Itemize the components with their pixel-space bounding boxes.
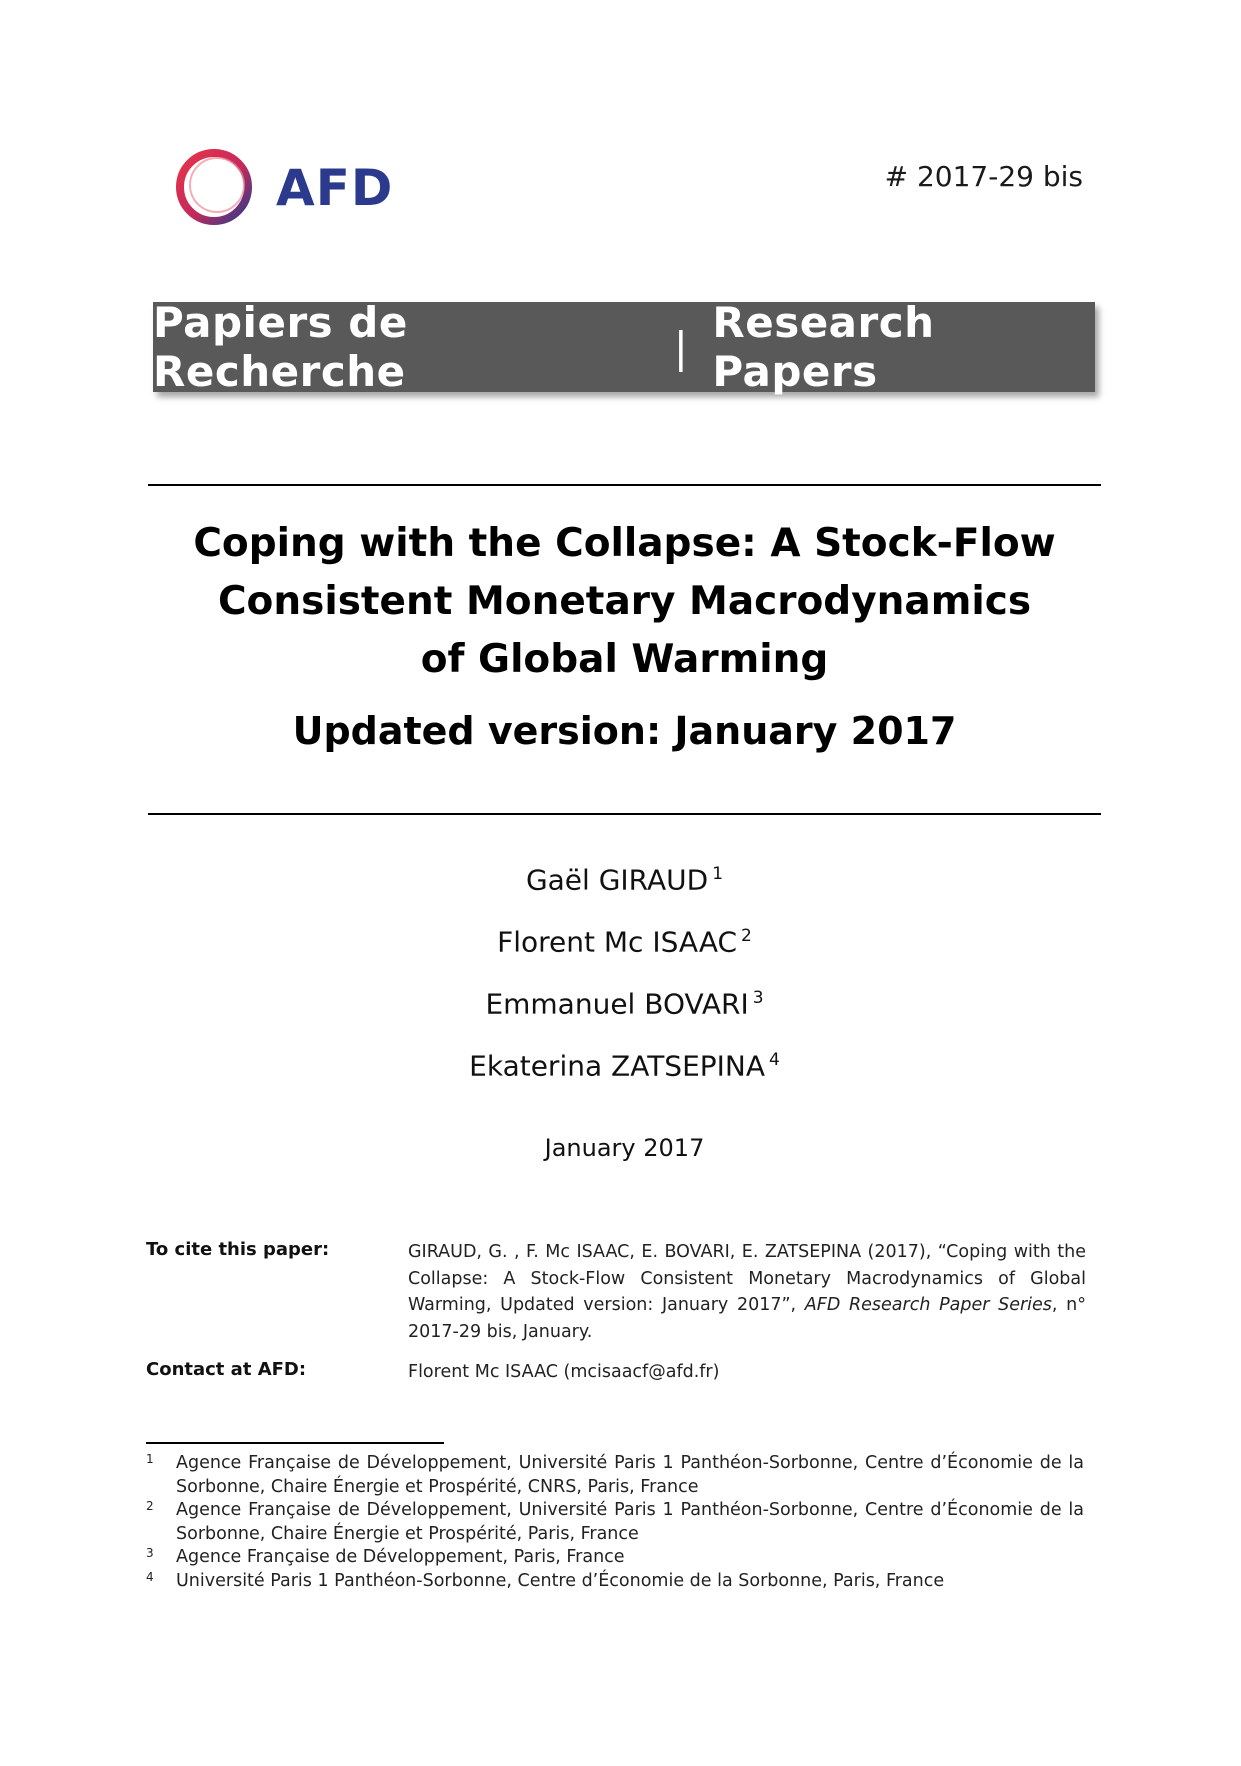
footnote: [146, 1499, 1084, 1546]
paper-title-line: of Global Warming: [420, 637, 829, 682]
paper-title-line: Coping with the Collapse: A Stock-Flow: [193, 521, 1056, 566]
author-name: Florent Mc ISAAC: [497, 925, 738, 959]
footnotes: [146, 1452, 1084, 1593]
footnote-text: Université Paris 1 Panthéon-Sorbonne, Centre d’Économie de la Sorbonne, Paris, France: [176, 1570, 945, 1591]
footnote-number: 1: [146, 1452, 154, 1466]
paper-title-line: Consistent Monetary Macrodynamics: [217, 579, 1032, 624]
banner-french-label: Papiers de Recherche: [153, 298, 408, 396]
author-entry: [148, 976, 1101, 1038]
citation-text: [408, 1239, 1086, 1345]
citation-main-text: GIRAUD, G. , F. Mc ISAAC, E. BOVARI, E. ZATSEPINA (2017), “Coping with the Collapse: A Stock-Flow Consistent Monetary Macrodynamics of Global Warming, Updated version: January 2017”,: [408, 1242, 1086, 1315]
series-banner: [153, 298, 1095, 396]
footnote-number: 4: [146, 1569, 154, 1584]
banner-english-label: Research Papers: [712, 298, 935, 396]
footnote-number: 2: [146, 1499, 154, 1513]
author-name: Gaël GIRAUD: [525, 863, 709, 897]
footnote: [146, 1452, 1084, 1499]
author-name: Ekaterina ZATSEPINA: [469, 1049, 766, 1083]
author-entry: [148, 852, 1101, 914]
footnote-text: Agence Française de Développement, Université Paris 1 Panthéon-Sorbonne, Centre d’Économie de la Sorbonne, Chaire Énergie et Prospérité, CNRS, Paris, France: [176, 1453, 1084, 1497]
footnote: [146, 1570, 1084, 1594]
author-footnote-marker: 4: [769, 1050, 780, 1070]
footnote-text: Agence Française de Développement, Paris, France: [176, 1547, 625, 1567]
author-entry: [148, 914, 1101, 976]
citation-end-text: , n° 2017-29 bis, January.: [408, 1295, 1086, 1342]
author-footnote-marker: 3: [752, 988, 764, 1008]
title-bottom-rule: [148, 813, 1101, 815]
author-name: Emmanuel BOVARI: [485, 987, 749, 1021]
banner-separator: |: [673, 322, 689, 372]
footnote-separator: [146, 1442, 444, 1444]
document-number: # 2017-29 bis: [884, 160, 1083, 193]
citation-label: To cite this paper:: [146, 1239, 330, 1260]
author-entry: [148, 1038, 1101, 1100]
contact-label: Contact at AFD:: [146, 1359, 307, 1380]
footnote-text: Agence Française de Développement, Université Paris 1 Panthéon-Sorbonne, Centre d’Économie de la Sorbonne, Chaire Énergie et Prospérité, Paris, France: [176, 1500, 1084, 1544]
author-list: [148, 852, 1101, 1100]
contact-text: Florent Mc ISAAC (mcisaacf@afd.fr): [408, 1362, 720, 1382]
footnote: [146, 1546, 1084, 1570]
title-top-rule: [148, 484, 1101, 486]
publication-date: January 2017: [544, 1134, 705, 1162]
afd-ring-icon: [172, 143, 262, 233]
afd-logo: [172, 143, 392, 233]
afd-logo-text: AFD: [276, 159, 394, 217]
citation-series-name: AFD Research Paper Series: [804, 1295, 1052, 1315]
author-footnote-marker: 1: [712, 864, 724, 884]
paper-title-block: [148, 515, 1101, 753]
footnote-number: 3: [146, 1546, 154, 1560]
author-footnote-marker: 2: [741, 926, 752, 946]
paper-subtitle: Updated version: January 2017: [292, 709, 957, 753]
